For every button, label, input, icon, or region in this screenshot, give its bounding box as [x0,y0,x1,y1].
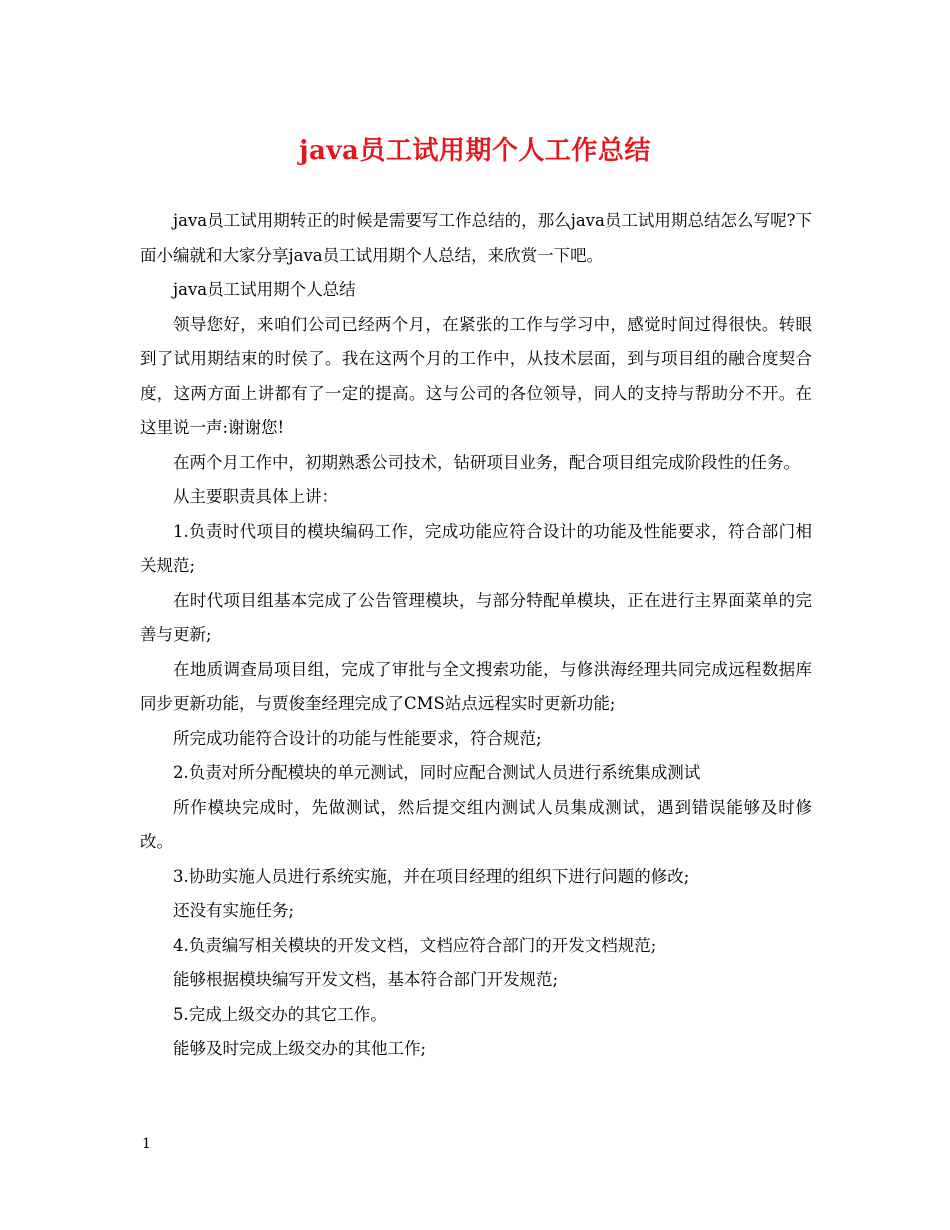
paragraph: 1.负责时代项目的模块编码工作，完成功能应符合设计的功能及性能要求，符合部门相关规范; [140,521,812,575]
paragraph: 从主要职责具体上讲： [173,487,338,506]
paragraph: 还没有实施任务; [173,901,295,920]
paragraph: 领导您好，来咱们公司已经两个月，在紧张的工作与学习中，感觉时间过得很快。转眼到了试用期结束的时侯了。我在这两个月的工作中，从技术层面，到与项目组的融合度契合度，这两方面上讲都有了一定的提高。这与公司的各位领导，同人的支持与帮助分不开。在这里说一声:谢谢您! [140,314,812,437]
paragraph: java员工试用期个人总结 [173,280,356,299]
paragraph: 能够根据模块编写开发文档，基本符合部门开发规范; [173,970,559,989]
paragraph: 所作模块完成时，先做测试，然后提交组内测试人员集成测试，遇到错误能够及时修改。 [140,797,812,851]
paragraph: 在时代项目组基本完成了公告管理模块，与部分特配单模块，正在进行主界面菜单的完善与更新; [140,590,812,644]
paragraph: 在地质调查局项目组，完成了审批与全文搜索功能，与修洪海经理共同完成远程数据库同步更新功能，与贾俊奎经理完成了CMS站点远程实时更新功能; [140,659,812,713]
paragraph: 在两个月工作中，初期熟悉公司技术，钻研项目业务，配合项目组完成阶段性的任务。 [173,452,800,472]
page-number: 1 [142,1136,151,1152]
document-title: java员工试用期个人工作总结 [299,136,651,166]
paragraph: 3.协助实施人员进行系统实施，并在项目经理的组织下进行问题的修改; [173,866,690,886]
paragraph: 5.完成上级交办的其它工作。 [173,1004,387,1024]
document-body [140,204,812,1067]
paragraph: 4.负责编写相关模块的开发文档，文档应符合部门的开发文档规范; [173,935,657,955]
paragraph: 2.负责对所分配模块的单元测试，同时应配合测试人员进行系统集成测试 [173,763,701,782]
paragraph: 所完成功能符合设计的功能与性能要求，符合规范; [173,728,542,748]
paragraph: 能够及时完成上级交办的其他工作; [173,1039,427,1058]
paragraph: java员工试用期转正的时候是需要写工作总结的，那么java员工试用期总结怎么写呢?下面小编就和大家分享java员工试用期个人总结，来欣赏一下吧。 [140,211,812,265]
